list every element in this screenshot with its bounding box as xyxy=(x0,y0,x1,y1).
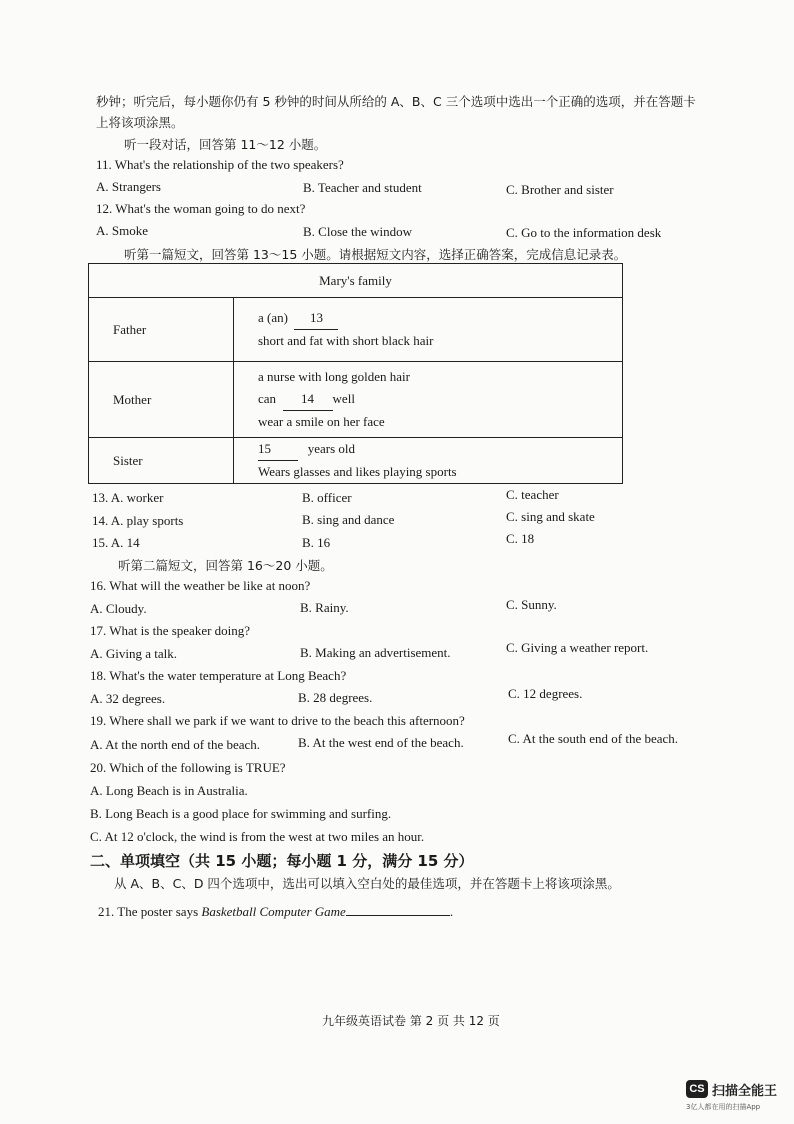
q20-option-b: B. Long Beach is a good place for swimming and surfing. xyxy=(90,806,392,821)
q16-option-c: C. Sunny. xyxy=(506,597,557,612)
section2-heading: 二、单项填空（共 15 小题；每小题 1 分，满分 15 分） xyxy=(90,852,474,870)
info-record-table xyxy=(88,263,623,484)
table-cell-mother xyxy=(234,362,623,438)
q21-suffix: . xyxy=(449,904,454,919)
q16-option-a: A. Cloudy. xyxy=(90,601,147,616)
q19-option-c: C. At the south end of the beach. xyxy=(508,731,679,746)
q19-option-b: B. At the west end of the beach. xyxy=(298,735,464,750)
q17-option-a: A. Giving a talk. xyxy=(90,646,178,661)
q21-title: Basketball Computer Game xyxy=(201,904,346,919)
sister-line1-suffix: years old xyxy=(307,441,356,456)
q13-option-c: C. teacher xyxy=(506,487,559,502)
q15-option-b: B. 16 xyxy=(302,535,331,550)
q21-prefix: 21. The poster says xyxy=(98,904,199,919)
q11-option-a: A. Strangers xyxy=(96,179,161,194)
section2-instruction: 从 A、B、C、D 四个选项中，选出可以填入空白处的最佳选项，并在答题卡上将该项涂黑。 xyxy=(114,876,620,891)
instruction-line-1: 秒钟；听完后，每小题你仍有 5 秒钟的时间从所给的 A、B、C 三个选项中选出一个正确的选项，并在答题卡 xyxy=(96,94,696,109)
sister-line2: Wears glasses and likes playing sports xyxy=(258,464,457,479)
q11-question: 11. What's the relationship of the two speakers? xyxy=(96,157,344,172)
q14-option-c: C. sing and skate xyxy=(506,509,595,524)
camscanner-tagline: 3亿人都在用的扫描App xyxy=(686,1103,761,1111)
table-cell-sister xyxy=(234,438,623,484)
q21-stem xyxy=(98,904,453,920)
camscanner-logo: CS xyxy=(686,1080,708,1098)
q12-question: 12. What's the woman going to do next? xyxy=(96,201,306,216)
q14-option-b: B. sing and dance xyxy=(302,512,395,527)
table-title: Mary's family xyxy=(89,264,623,298)
camscanner-name: 扫描全能王 xyxy=(712,1084,778,1099)
mother-line1: a nurse with long golden hair xyxy=(258,369,410,384)
dialog-intro: 听一段对话，回答第 11～12 小题。 xyxy=(124,137,327,152)
q20-option-c: C. At 12 o'clock, the wind is from the west at two miles an hour. xyxy=(90,829,425,844)
q11-option-b: B. Teacher and student xyxy=(303,180,422,195)
q12-option-a: A. Smoke xyxy=(96,223,148,238)
q20-question: 20. Which of the following is TRUE? xyxy=(90,760,286,775)
q18-option-b: B. 28 degrees. xyxy=(298,690,373,705)
q19-question: 19. Where shall we park if we want to drive to the beach this afternoon? xyxy=(90,713,465,728)
q15-option-a: 15. A. 14 xyxy=(92,535,140,550)
q12-option-b: B. Close the window xyxy=(303,224,413,239)
father-line2: short and fat with short black hair xyxy=(258,333,434,348)
mother-line2-prefix: can xyxy=(258,391,277,406)
q16-option-b: B. Rainy. xyxy=(300,600,349,615)
q17-option-b: B. Making an advertisement. xyxy=(300,645,451,660)
q12-option-c: C. Go to the information desk xyxy=(506,225,662,240)
table-label-mother: Mother xyxy=(89,362,234,438)
passage2-intro: 听第二篇短文，回答第 16～20 小题。 xyxy=(118,558,333,573)
q18-question: 18. What's the water temperature at Long Beach? xyxy=(90,668,347,683)
q16-question: 16. What will the weather be like at noon? xyxy=(90,578,311,593)
q15-option-c: C. 18 xyxy=(506,531,535,546)
mother-line2-suffix: well xyxy=(332,391,355,406)
table-label-sister: Sister xyxy=(89,438,234,484)
page-footer: 九年级英语试卷 第 2 页 共 12 页 xyxy=(322,1014,500,1028)
q19-option-a: A. At the north end of the beach. xyxy=(90,737,261,752)
blank-14: 14 xyxy=(283,388,333,411)
father-line1-prefix: a (an) xyxy=(258,310,288,325)
q21-answer-blank xyxy=(346,914,450,916)
table-label-father: Father xyxy=(89,298,234,362)
table-cell-father xyxy=(234,298,623,362)
blank-15: 15 xyxy=(258,438,298,461)
q17-question: 17. What is the speaker doing? xyxy=(90,623,251,638)
mother-line3: wear a smile on her face xyxy=(258,414,385,429)
passage1-intro: 听第一篇短文，回答第 13～15 小题。请根据短文内容，选择正确答案，完成信息记录表。 xyxy=(124,247,627,262)
blank-13: 13 xyxy=(294,307,338,330)
q18-option-a: A. 32 degrees. xyxy=(90,691,166,706)
q11-option-c: C. Brother and sister xyxy=(506,182,614,197)
q17-option-c: C. Giving a weather report. xyxy=(506,640,649,655)
q13-option-a: 13. A. worker xyxy=(92,490,164,505)
q18-option-c: C. 12 degrees. xyxy=(508,686,583,701)
q20-option-a: A. Long Beach is in Australia. xyxy=(90,783,248,798)
q13-option-b: B. officer xyxy=(302,490,352,505)
instruction-line-2: 上将该项涂黑。 xyxy=(96,115,184,130)
q14-option-a: 14. A. play sports xyxy=(92,513,184,528)
